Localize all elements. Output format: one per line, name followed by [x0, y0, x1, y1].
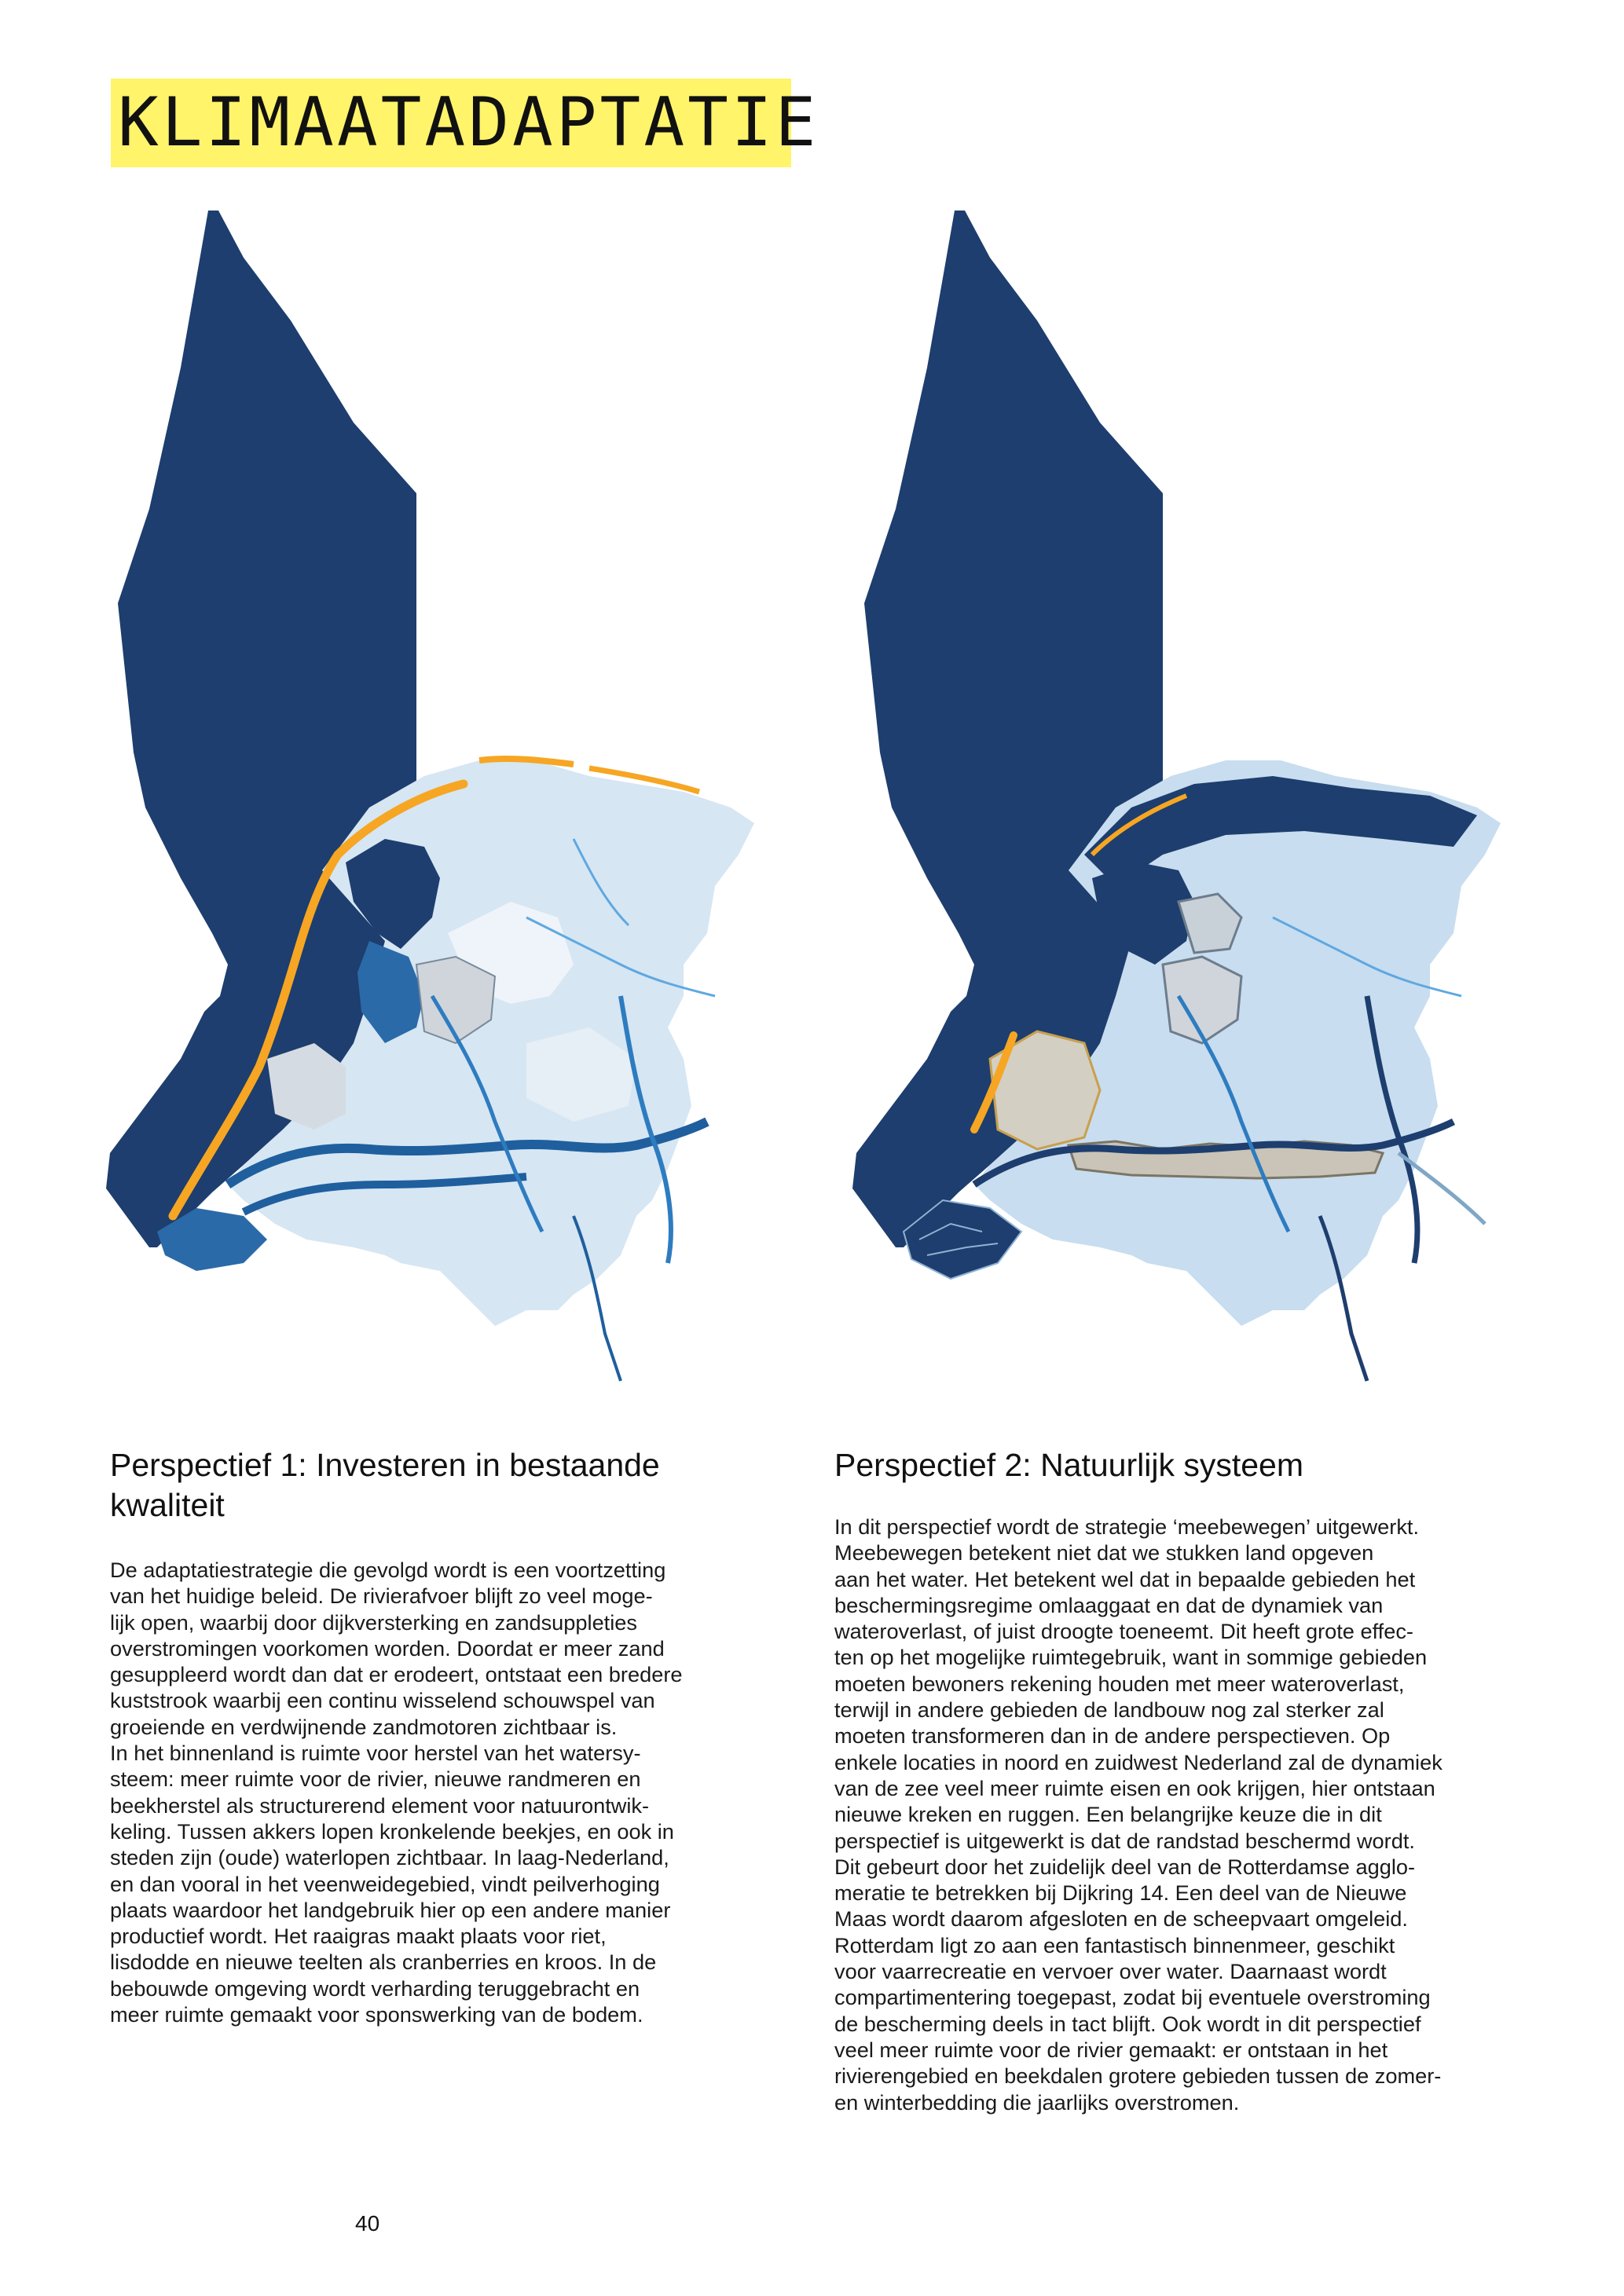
perspectief-2-heading: Perspectief 2: Natuurlijk systeem	[834, 1447, 1304, 1483]
page-title: KLIMAATADAPTATIE	[118, 83, 819, 162]
perspectief-1-body: De adaptatiestrategie die gevolgd wordt is een voortzetting van het huidige beleid. De rivierafvoer blijft zo veel moge- lijk open, waarbij door dijkversterking en zandsuppleties overstromingen voorkomen worden. Doordat er meer zand gesuppleerd wordt dan dat er erodeert, ontstaat een bredere kuststrook waarbij een continu wisselend schouwspel van groeiende en verdwijnende zandmotoren zichtbaar is. In het binnenland is ruimte voor herstel van het watersy- steem: meer ruimte voor de rivier, nieuwe randmeren en beekherstel als structurerend element voor natuurontwik- keling. Tussen akkers lopen kronkelende beekjes, en ook in steden zijn (oude) waterlopen zichtbaar. In laag-Nederland, en dan vooral in het veenweidegebied, vindt peilverhoging plaats waardoor het landgebruik hier op een andere manier productief wordt. Het raaigras maakt plaats voor riet, lisdodde en nieuwe teelten als cranberries en kroos. In de bebouwde omgeving wordt verharding teruggebracht en meer ruimte gemaakt voor sponswerking van de bodem.	[110, 1558, 683, 2027]
perspectief-2-body: In dit perspectief wordt de strategie ‘meebewegen’ uitgewerkt. Meebewegen betekent niet dat we stukken land opgeven aan het water. Het betekent wel dat in bepaalde gebieden het beschermingsregime omlaaggaat en dat de dynamiek van wateroverlast, of juist droogte toeneemt. Dit heeft grote effec- ten op het mogelijke ruimtegebruik, want in sommige gebieden moeten bewoners rekening houden met meer wateroverlast, terwijl in andere gebieden de landbouw nog zal sterker zal moeten transformeren dan in de andere perspectieven. Op enkele locaties in noord en zuidwest Nederland zal de dynamiek van de zee veel meer ruimte eisen en ook krijgen, hier ontstaan nieuwe kreken en ruggen. Een belangrijke keuze die in dit perspectief is uitgewerkt is dat de randstad beschermd wordt. Dit gebeurt door het zuidelijk deel van de Rotterdamse agglo- meratie te betrekken bij Dijkring 14. Een deel van de Nieuwe Maas wordt daarom afgesloten en de scheepvaart omgeleid. Rotterdam ligt zo aan een fantastisch binnenmeer, geschikt voor vaarrecreatie en vervoer over water. Daarnaast wordt compartimentering toegepast, zodat bij eventuele overstroming de bescherming deels in tact blijft. Ook wordt in dit perspectief veel meer ruimte voor de rivier gemaakt: er ontstaan in het rivierengebied en beekdalen grotere gebieden tussen de zomer- en winterbedding die jaarlijks overstromen.	[834, 1514, 1443, 2115]
perspectief-2-column	[834, 1445, 1502, 2115]
perspectief-1-column	[110, 1445, 778, 2027]
perspectief-1-heading: Perspectief 1: Investeren in bestaande kwaliteit	[110, 1447, 660, 1523]
map-perspective-2	[833, 211, 1556, 1428]
netherlands-map-2	[833, 211, 1556, 1428]
netherlands-map-1	[86, 211, 809, 1428]
page-number: 40	[355, 2211, 380, 2236]
map-perspective-1	[86, 211, 809, 1428]
